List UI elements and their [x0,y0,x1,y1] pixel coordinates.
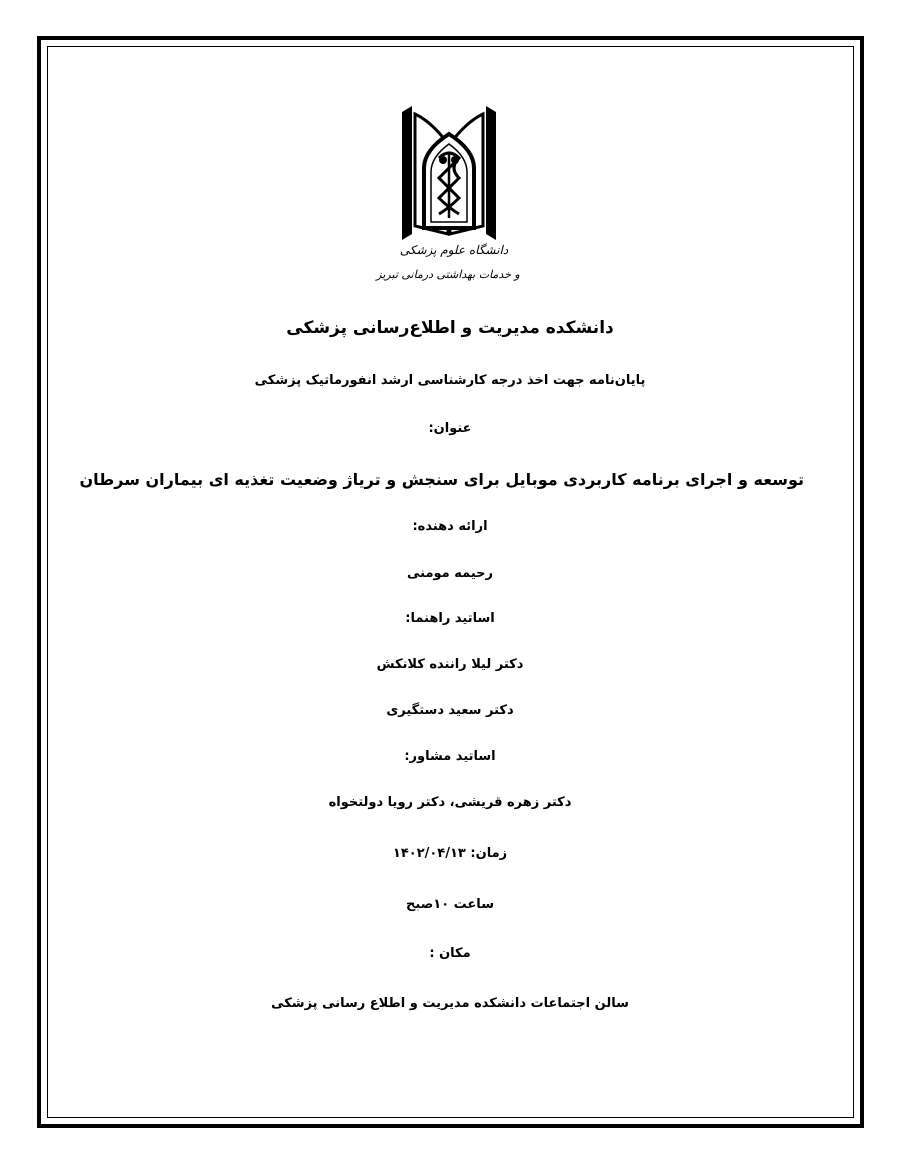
advisors-label: اساتید مشاور: [404,749,496,764]
university-logo [376,102,520,292]
presenter-label: ارائه دهنده: [412,519,488,534]
defense-date: زمان: ۱۴۰۲/۰۴/۱۳ [392,846,508,861]
title-label: عنوان: [428,421,472,436]
supervisor-2: دکتر سعید دستگیری [386,703,514,718]
supervisor-1: دکتر لیلا راننده کلانکش [376,657,524,672]
place-label: مکان : [429,946,471,961]
defense-time: ساعت ۱۰صبح [406,897,494,912]
degree-line: پایان‌نامه جهت اخذ درجه کارشناسی ارشد انفورماتیک پزشکی [254,373,646,388]
school-name: دانشکده مدیریت و اطلاع‌رسانی پزشکی [286,318,614,338]
thesis-title: توسعه و اجرای برنامه کاربردی موبایل برای سنجش و تریاژ وضعیت تغذیه ای بیماران سرطان [79,470,804,489]
advisors-names: دکتر زهره قریشی، دکتر رویا دولتخواه [328,795,572,810]
presenter-name: رحیمه مومنی [407,566,493,581]
logo-caption-line2: و خدمات بهداشتی درمانی تبریز [376,268,520,281]
defense-place: سالن اجتماعات دانشکده مدیریت و اطلاع رسانی پزشکی [271,996,629,1011]
supervisors-label: اساتید راهنما: [405,611,495,626]
logo-caption-line1: دانشگاه علوم پزشکی [399,243,509,257]
